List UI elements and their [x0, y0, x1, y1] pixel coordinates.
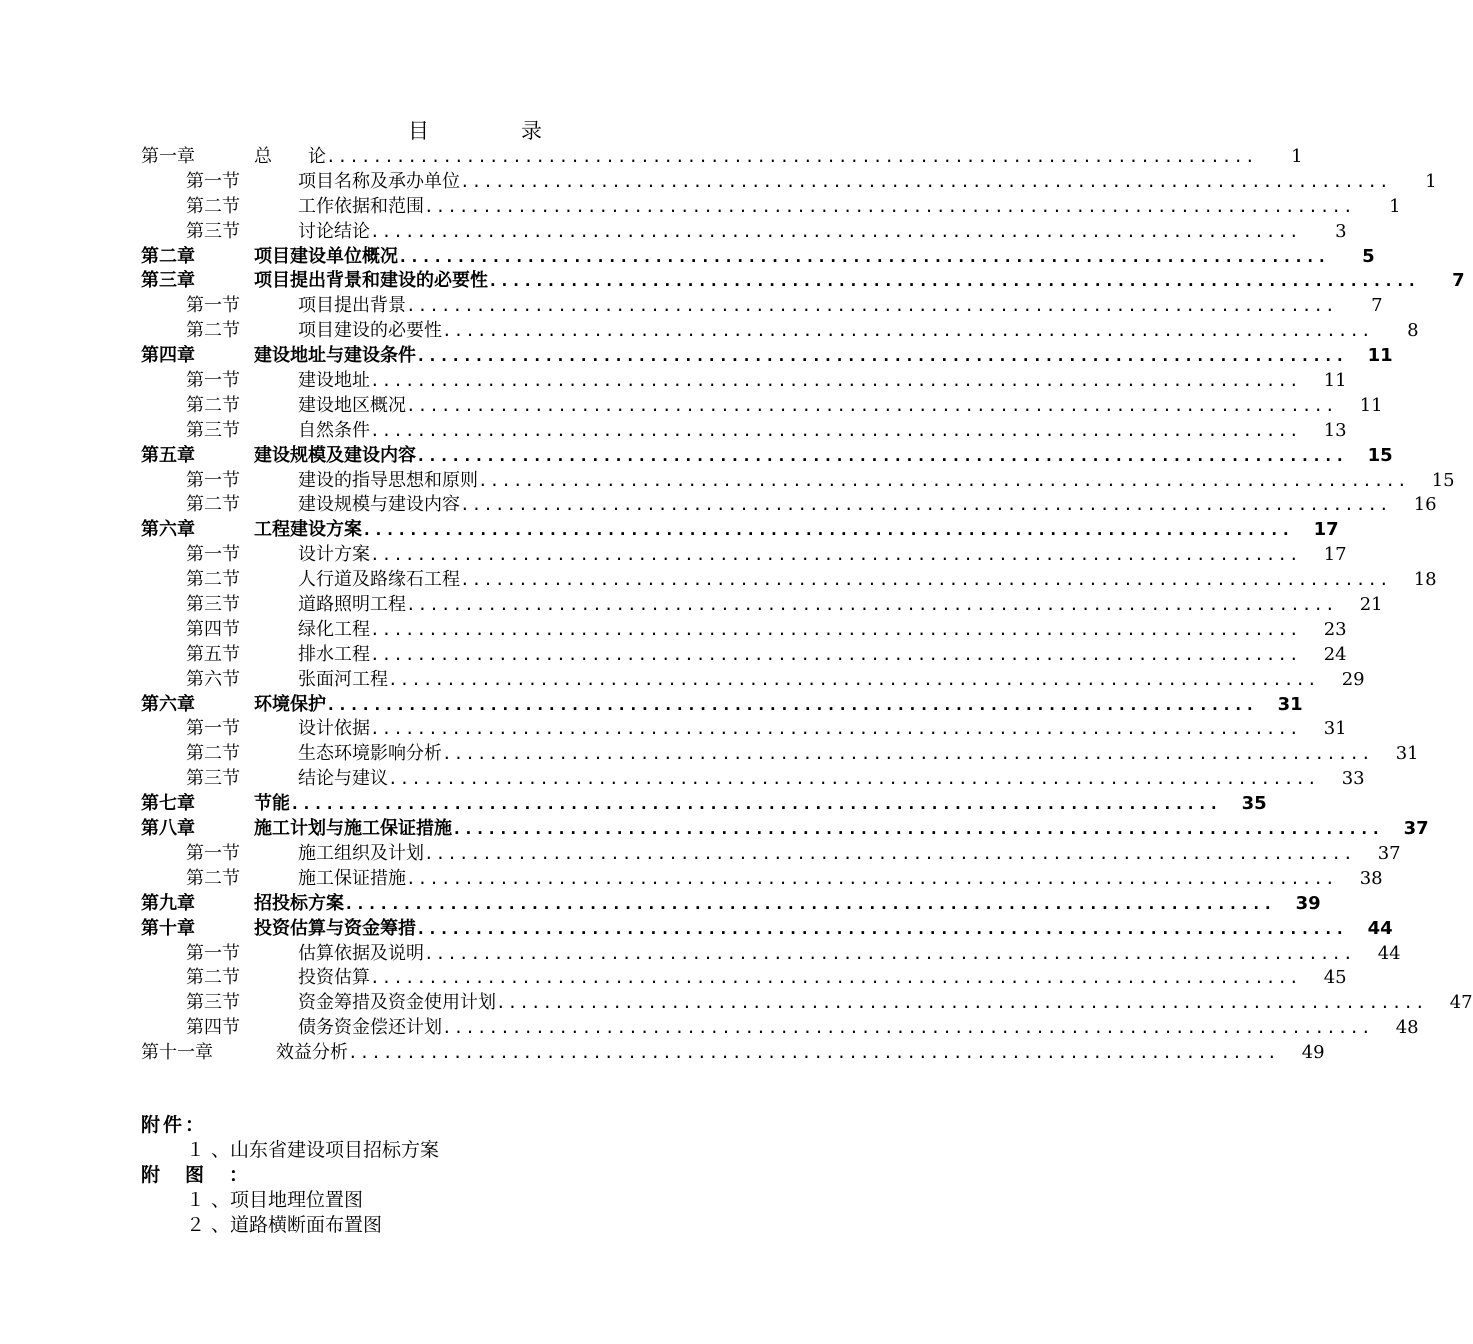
toc-dot-leader: ................................................................................: [424, 196, 1355, 216]
toc-page-number: 1: [1389, 195, 1401, 217]
toc-dot-leader: ................................................................................: [406, 296, 1337, 316]
figures-heading-b: 图: [185, 1164, 208, 1186]
toc-page-number: 17: [1323, 544, 1347, 566]
toc-entry-title: 招投标方案: [254, 892, 344, 914]
toc-entry-number: 第三节: [186, 220, 240, 242]
toc-entry-title: 项目提出背景和建设的必要性: [254, 270, 488, 292]
toc-entry-number: 第二节: [186, 195, 240, 217]
toc-dot-leader: ................................................................................: [370, 968, 1301, 988]
toc-dot-leader: ................................................................................: [460, 495, 1391, 515]
toc-section-entry[interactable]: [141, 842, 1401, 867]
toc-page-number: 31: [1323, 718, 1347, 740]
toc-dot-leader: ................................................................................: [460, 570, 1391, 590]
toc-dot-leader: ................................................................................: [348, 1043, 1279, 1063]
toc-entry-number: 第七章: [141, 793, 195, 815]
toc-section-entry[interactable]: [141, 170, 1437, 195]
toc-entry-title: 设计依据: [298, 718, 370, 740]
toc-entry-title: 项目名称及承办单位: [298, 170, 460, 192]
toc-entry-title: 人行道及路缘石工程: [298, 569, 460, 591]
toc-section-entry[interactable]: [141, 319, 1419, 344]
toc-page-number: 13: [1323, 419, 1347, 441]
toc-title-char-2: 录: [521, 119, 542, 143]
toc-section-entry[interactable]: [141, 195, 1401, 220]
toc-entry-number: 第二节: [186, 494, 240, 516]
toc-dot-leader: ................................................................................: [488, 271, 1419, 291]
toc-dot-leader: ................................................................................: [326, 147, 1257, 166]
toc-section-entry[interactable]: [141, 220, 1347, 245]
toc-page-number: 3: [1335, 220, 1347, 242]
toc-entry-number: 第一节: [186, 842, 240, 864]
toc-title-char-1: 目: [408, 119, 429, 143]
figures-heading-a: 附: [141, 1164, 164, 1186]
toc-title: [0, 118, 950, 144]
toc-dot-leader: ................................................................................: [416, 918, 1347, 938]
figures-heading-c: ：: [229, 1164, 252, 1186]
toc-page-number: 11: [1323, 370, 1347, 392]
toc-page-number: 37: [1403, 818, 1429, 840]
appendix-section: [141, 1113, 439, 1238]
toc-chapter-entry[interactable]: [141, 269, 1465, 294]
toc-entry-number: 第一节: [186, 942, 240, 964]
toc-entry-title: 建设规模与建设内容: [298, 494, 460, 516]
toc-dot-leader: ................................................................................: [406, 595, 1337, 615]
toc-entry-number: 第二节: [186, 320, 240, 342]
toc-page-number: 23: [1323, 618, 1347, 640]
toc-page-number: 11: [1359, 394, 1383, 416]
toc-section-entry[interactable]: [141, 593, 1383, 618]
toc-entry-number: 第六章: [141, 519, 195, 541]
toc-page-number: 44: [1367, 917, 1393, 939]
toc-page-number: 7: [1371, 295, 1383, 317]
toc-dot-leader: ................................................................................: [344, 893, 1275, 913]
toc-dot-leader: ................................................................................: [370, 644, 1301, 664]
toc-page-number: 16: [1413, 494, 1437, 516]
toc-dot-leader: ................................................................................: [406, 868, 1337, 888]
toc-entry-number: 第一节: [186, 469, 240, 491]
toc-page-number: 37: [1377, 842, 1401, 864]
toc-entry-number: 第六章: [141, 693, 195, 715]
toc-entry-title: 绿化工程: [298, 618, 370, 640]
toc-entry-number: 第十章: [141, 917, 195, 939]
toc-entry-title: 投资估算与资金筹措: [254, 917, 416, 939]
toc-entry-title: 债务资金偿还计划: [298, 1017, 442, 1039]
toc-entry-number: 第一节: [186, 718, 240, 740]
toc-entry-number: 第九章: [141, 892, 195, 914]
toc-entry-number: 第一节: [186, 544, 240, 566]
toc-section-entry[interactable]: [141, 419, 1347, 444]
toc-page-number: 5: [1362, 245, 1375, 267]
toc-page-number: 48: [1395, 1017, 1419, 1039]
toc-entry-title: 项目建设单位概况: [254, 245, 398, 267]
toc-section-entry[interactable]: [141, 867, 1383, 892]
toc-page-number: 1: [1425, 170, 1437, 192]
toc-entry-number: 第三章: [141, 270, 195, 292]
toc-page-number: 44: [1377, 942, 1401, 964]
toc-dot-leader: ................................................................................: [442, 744, 1373, 764]
toc-dot-leader: ................................................................................: [424, 843, 1355, 863]
toc-chapter-entry[interactable]: [141, 444, 1393, 469]
toc-page-number: 45: [1323, 967, 1347, 989]
toc-entry-title: 环境保护: [254, 693, 326, 715]
figure-item: ２ 、道路横断面布置图: [186, 1214, 383, 1236]
toc-dot-leader: ................................................................................: [370, 371, 1301, 391]
toc-chapter-entry[interactable]: [141, 817, 1429, 842]
toc-entry-title: 建设地址与建设条件: [254, 345, 416, 367]
toc-entry-title: 生态环境影响分析: [298, 743, 442, 765]
toc-page-number: 39: [1295, 892, 1321, 914]
toc-chapter-entry[interactable]: [141, 1041, 1325, 1066]
toc-dot-leader: ................................................................................: [416, 445, 1347, 465]
toc-dot-leader: ................................................................................: [370, 221, 1301, 241]
toc-page-number: 18: [1413, 569, 1437, 591]
toc-page-number: 31: [1395, 743, 1419, 765]
toc-entry-title: 自然条件: [298, 419, 370, 441]
toc-dot-leader: ................................................................................: [424, 943, 1355, 963]
table-of-contents: [141, 145, 1473, 1066]
toc-dot-leader: ................................................................................: [478, 470, 1409, 490]
toc-dot-leader: ................................................................................: [416, 346, 1347, 366]
toc-page-number: 47: [1449, 992, 1473, 1014]
toc-page-number: 11: [1367, 345, 1393, 367]
toc-page-number: 29: [1341, 668, 1365, 690]
toc-section-entry[interactable]: [141, 742, 1419, 767]
toc-dot-leader: ................................................................................: [290, 794, 1221, 814]
toc-section-entry[interactable]: [141, 568, 1437, 593]
toc-chapter-entry[interactable]: [141, 518, 1339, 543]
toc-section-entry[interactable]: [141, 767, 1365, 792]
toc-entry-title: 项目建设的必要性: [298, 320, 442, 342]
toc-entry-title: 张面河工程: [298, 668, 388, 690]
toc-entry-title: 工程建设方案: [254, 519, 362, 541]
toc-entry-number: 第一节: [186, 370, 240, 392]
toc-page-number: 1: [1291, 146, 1303, 167]
toc-dot-leader: ................................................................................: [398, 246, 1329, 266]
toc-entry-title: 道路照明工程: [298, 594, 406, 616]
toc-page-number: 24: [1323, 643, 1347, 665]
toc-entry-title: 估算依据及说明: [298, 942, 424, 964]
toc-chapter-entry[interactable]: [141, 693, 1303, 718]
toc-entry-title: 设计方案: [298, 544, 370, 566]
attachment-item: １ 、山东省建设项目招标方案: [186, 1139, 440, 1161]
toc-entry-title: 投资估算: [298, 967, 370, 989]
toc-entry-title: 效益分析: [276, 1042, 348, 1064]
toc-entry-number: 第五章: [141, 444, 195, 466]
toc-dot-leader: ................................................................................: [362, 520, 1293, 540]
toc-page-number: 15: [1431, 469, 1455, 491]
toc-section-entry[interactable]: [141, 991, 1473, 1016]
toc-entry-title: 施工保证措施: [298, 867, 406, 889]
toc-entry-title: 节能: [254, 793, 290, 815]
toc-chapter-entry[interactable]: [141, 344, 1393, 369]
toc-entry-number: 第二章: [141, 245, 195, 267]
toc-dot-leader: ................................................................................: [326, 694, 1257, 714]
toc-section-entry[interactable]: [141, 369, 1347, 394]
toc-entry-number: 第二节: [186, 967, 240, 989]
toc-page-number: 31: [1277, 693, 1303, 715]
toc-page-number: 17: [1313, 519, 1339, 541]
toc-dot-leader: ................................................................................: [496, 993, 1427, 1013]
toc-dot-leader: ................................................................................: [370, 619, 1301, 639]
toc-entry-number: 第六节: [186, 668, 240, 690]
toc-dot-leader: ................................................................................: [442, 1018, 1373, 1038]
toc-entry-number: 第三节: [186, 594, 240, 616]
toc-section-entry[interactable]: [141, 394, 1383, 419]
toc-entry-number: 第三节: [186, 768, 240, 790]
toc-entry-title: 结论与建议: [298, 768, 388, 790]
toc-entry-number: 第二节: [186, 569, 240, 591]
toc-entry-number: 第十一章: [141, 1042, 213, 1064]
toc-entry-number: 第一节: [186, 295, 240, 317]
toc-section-entry[interactable]: [141, 942, 1401, 967]
toc-entry-number: 第二节: [186, 743, 240, 765]
toc-entry-number: 第二节: [186, 394, 240, 416]
toc-page-number: 38: [1359, 867, 1383, 889]
toc-section-entry[interactable]: [141, 643, 1347, 668]
toc-entry-title: 项目提出背景: [298, 295, 406, 317]
toc-entry-number: 第三节: [186, 992, 240, 1014]
toc-section-entry[interactable]: [141, 543, 1347, 568]
toc-section-entry[interactable]: [141, 717, 1347, 742]
toc-entry-title: 资金筹措及资金使用计划: [298, 992, 496, 1014]
toc-page-number: 35: [1241, 793, 1267, 815]
toc-entry-number: 第五节: [186, 643, 240, 665]
toc-entry-number: 第三节: [186, 419, 240, 441]
toc-entry-number: 第四节: [186, 1017, 240, 1039]
toc-chapter-entry[interactable]: [141, 892, 1321, 917]
toc-entry-title: 建设地区概况: [298, 394, 406, 416]
toc-entry-number: 第八章: [141, 818, 195, 840]
toc-entry-title: 建设的指导思想和原则: [298, 469, 478, 491]
toc-entry-title: 施工组织及计划: [298, 842, 424, 864]
toc-entry-number: 第一章: [141, 146, 195, 167]
toc-entry-number: 第一节: [186, 170, 240, 192]
toc-entry-number: 第二节: [186, 867, 240, 889]
toc-entry-number: 第四章: [141, 345, 195, 367]
toc-entry-title: 讨论结论: [298, 220, 370, 242]
toc-page-number: 15: [1367, 444, 1393, 466]
toc-section-entry[interactable]: [141, 469, 1455, 494]
toc-dot-leader: ................................................................................: [370, 719, 1301, 739]
toc-page-number: 33: [1341, 768, 1365, 790]
toc-section-entry[interactable]: [141, 966, 1347, 991]
toc-chapter-entry[interactable]: [141, 792, 1267, 817]
toc-page-number: 49: [1301, 1042, 1325, 1064]
toc-dot-leader: ................................................................................: [442, 321, 1373, 341]
toc-entry-title: 建设地址: [298, 370, 370, 392]
toc-page-number: 8: [1407, 320, 1419, 342]
toc-section-entry[interactable]: [141, 1016, 1419, 1041]
toc-dot-leader: ................................................................................: [388, 769, 1319, 789]
figures-heading: [141, 1163, 439, 1188]
toc-entry-title: 工作依据和范围: [298, 195, 424, 217]
toc-page-number: 7: [1452, 270, 1465, 292]
toc-dot-leader: ................................................................................: [452, 819, 1383, 839]
toc-section-entry[interactable]: [141, 618, 1347, 643]
toc-dot-leader: ................................................................................: [460, 171, 1391, 191]
toc-section-entry[interactable]: [141, 493, 1437, 518]
toc-chapter-entry[interactable]: [141, 245, 1375, 270]
toc-entry-title: 建设规模及建设内容: [254, 444, 416, 466]
toc-section-entry[interactable]: [141, 668, 1365, 693]
toc-entry-number: 第四节: [186, 618, 240, 640]
toc-page-number: 21: [1359, 594, 1383, 616]
toc-entry-title: 排水工程: [298, 643, 370, 665]
toc-chapter-entry[interactable]: [141, 145, 1303, 170]
toc-entry-title: 施工计划与施工保证措施: [254, 818, 452, 840]
toc-section-entry[interactable]: [141, 294, 1383, 319]
toc-dot-leader: ................................................................................: [388, 669, 1319, 689]
figure-item: １ 、项目地理位置图: [186, 1189, 364, 1211]
toc-entry-title: 总 论: [254, 146, 326, 167]
toc-dot-leader: ................................................................................: [370, 420, 1301, 440]
attachments-heading: 附件：: [141, 1114, 208, 1136]
toc-dot-leader: ................................................................................: [406, 395, 1337, 415]
toc-chapter-entry[interactable]: [141, 917, 1393, 942]
toc-dot-leader: ................................................................................: [370, 545, 1301, 565]
